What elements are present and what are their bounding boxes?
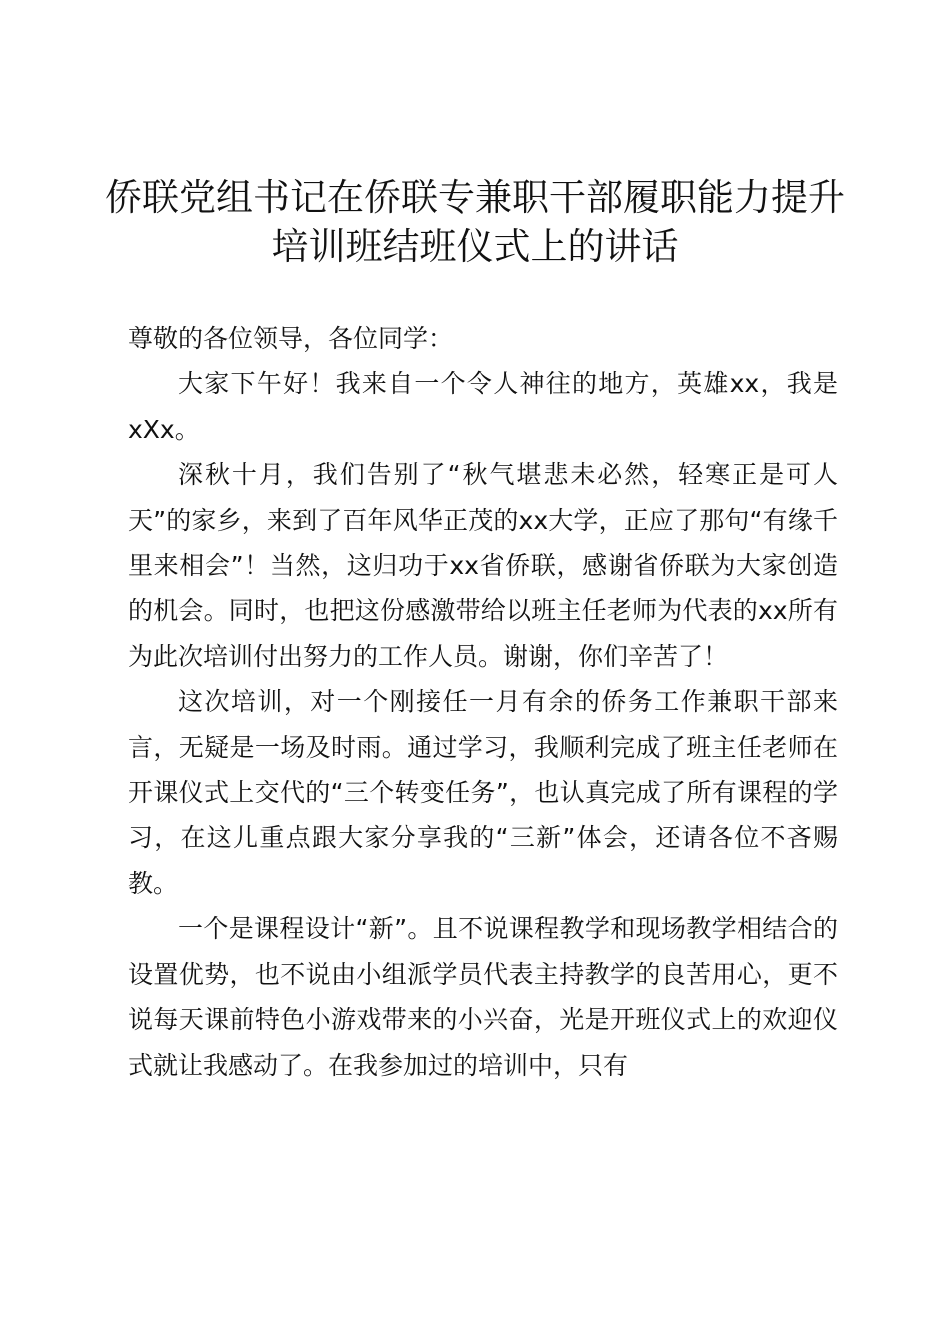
document-body — [128, 316, 838, 1088]
paragraph-training: 这次培训，对一个刚接任一月有余的侨务工作兼职干部来言，无疑是一场及时雨。通过学习，我顺利完成了班主任老师在开课仪式上交代的“三个转变任务”，也认真完成了所有课程的学习，在这儿重点跟大家分享我的“三新”体会，还请各位不吝赐教。 — [128, 687, 838, 898]
paragraph-autumn: 深秋十月，我们告别了“秋气堪悲未必然，轻寒正是可人天”的家乡，来到了百年风华正茂的xx大学，正应了那句“有缘千里来相会”！当然，这归功于xx省侨联，感谢省侨联为大家创造的机会。同时，也把这份感激带给以班主任老师为代表的xx所有为此次培训付出努力的工作人员。谢谢，你们辛苦了！ — [128, 460, 838, 671]
paragraph-course-design: 一个是课程设计“新”。且不说课程教学和现场教学相结合的设置优势，也不说由小组派学员代表主持教学的良苦用心，更不说每天课前特色小游戏带来的小兴奋，光是开班仪式上的欢迎仪式就让我感动了。在我参加过的培训中，只有 — [128, 914, 838, 1080]
document-title-line-2: 培训班结班仪式上的讲话 — [271, 225, 679, 268]
document-title-line-1: 侨联党组书记在侨联专兼职干部履职能力提升 — [105, 176, 845, 219]
salutation: 尊敬的各位领导，各位同学： — [128, 324, 454, 353]
paragraph-greeting: 大家下午好！我来自一个令人神往的地方，英雄xx，我是xXx。 — [128, 369, 838, 444]
